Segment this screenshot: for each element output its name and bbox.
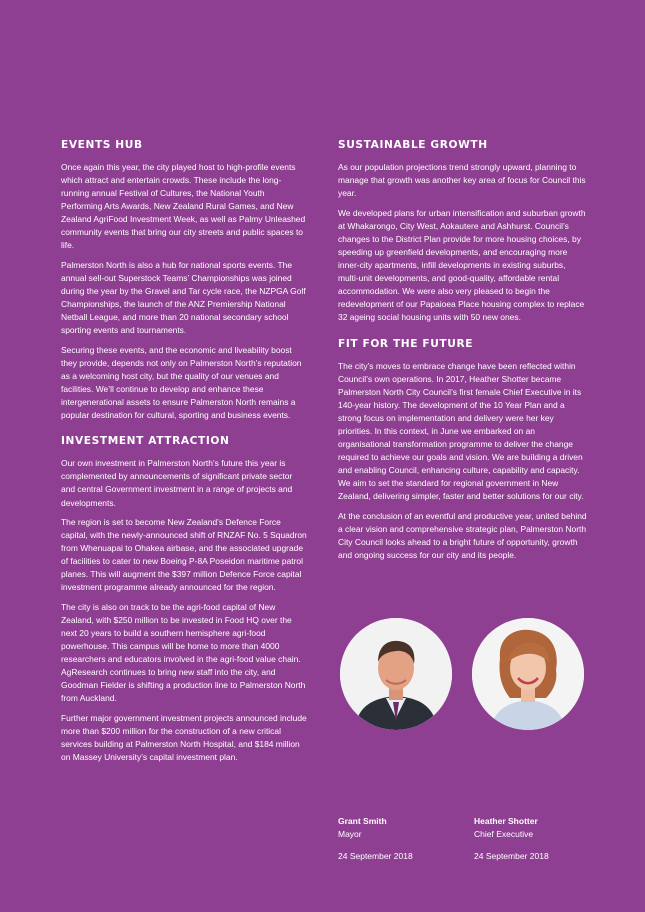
investment-attraction-heading: INVESTMENT ATTRACTION bbox=[61, 435, 230, 448]
investment-paragraph: Our own investment in Palmerston North’s future this year is complemented by announcements of significant private sector and central Government investment in a range of projects and developments. bbox=[61, 458, 293, 508]
chief-executive-portrait bbox=[472, 618, 584, 730]
signatory-date: 24 September 2018 bbox=[474, 851, 549, 861]
events-hub-paragraph: Securing these events, and the economic and liveability boost they provide, depends not only on Palmerston North’s reputation as a welcoming host city, but the quality of our venues and facilities. We’ll continue to develop and enhance these intergenerational assets to ensure Palmerston North remains a popular destination for cultural, sporting and business events. bbox=[61, 344, 302, 420]
chief-executive-portrait-image bbox=[472, 618, 584, 730]
events-hub-heading: EVENTS HUB bbox=[61, 139, 143, 151]
signatory-name: Grant Smith bbox=[338, 816, 387, 826]
future-paragraph: At the conclusion of an eventful and productive year, united behind a clear vision and comprehensive strategic plan, Palmerston North City Council looks ahead to a bright future of opportunity, growth and ongoing success for our city and its people. bbox=[338, 510, 587, 560]
events-hub-paragraph: Once again this year, the city played host to high-profile events which attract and entertain crowds. These include the long-running annual Festival of Cultures, the National Youth Performing Arts Awards, New Zealand Rural Games, and New Zealand AgriFood Investment Week, as well as Palmy Unleashed community events that bring our city streets and public spaces to life. bbox=[61, 162, 306, 251]
fit-for-future-heading: FIT FOR THE FUTURE bbox=[338, 337, 474, 350]
signatory-name: Heather Shotter bbox=[474, 816, 538, 826]
future-paragraph: The city’s moves to embrace change have been reflected within Council’s own operations. In 2017, Heather Shotter became Palmerston North City Council’s first female Chief Executive in its 140-year history. The development of the 10 Year Plan and a strong focus on implementation and delivery were her key priorities. In this context, in June we embarked on an organisational transformation programme to deliver the change required to achieve our goals and vision. We are building a driven and enabling Council, enhancing culture, capability and capacity. We aim to set the standard for regional government in New Zealand, delivering simpler, faster and better solutions for our city. bbox=[338, 360, 584, 502]
investment-paragraph: Further major government investment projects announced include more than $200 million for the construction of a new critical services building at Palmerston North Hospital, and $184 million on Massey University’s capital investment plan. bbox=[61, 712, 307, 762]
mayor-portrait bbox=[340, 618, 452, 730]
signatory-date: 24 September 2018 bbox=[338, 851, 413, 861]
investment-paragraph: The region is set to become New Zealand’s Defence Force capital, with the newly-announced shift of RNZAF No. 5 Squadron from Whenuapai to Ohakea airbase, and the associated upgrade of facilities to cater to new Boeing P-8A Poseidon maritime patrol planes. This will augment the $397 million Defence Force capital investment programme already announced for the region. bbox=[61, 517, 307, 593]
events-hub-paragraph: Palmerston North is also a hub for national sports events. The annual sell-out Superstock Teams’ Championships was joined during the year by the Gravel and Tar cycle race, the NZPGA Golf Championships, the launch of the ANZ Premiership National Netball League, and more than 20 national secondary school sporting events and tournaments. bbox=[61, 259, 306, 336]
left-column bbox=[61, 138, 307, 770]
signatory-title: Mayor bbox=[338, 829, 362, 839]
portrait-photos bbox=[340, 618, 586, 734]
right-column bbox=[338, 138, 588, 568]
investment-paragraph: The city is also on track to be the agri-food capital of New Zealand, with $250 million to be invested in Food HQ over the next 20 years to build a southern hemisphere agri-food powerhouse. This campus will be home to more than 4000 researchers and educators involved in the agri-food value chain. AgResearch continues to bring new staff into the city, and Goodman Fielder is shifting a production line to Palmerston North from Auckland. bbox=[61, 601, 306, 704]
chief-executive-signature-block bbox=[474, 815, 549, 863]
sustainable-growth-heading: SUSTAINABLE GROWTH bbox=[338, 139, 488, 151]
sustainable-paragraph: We developed plans for urban intensification and suburban growth at Whakarongo, City West, Aokautere and Ashhurst. Council’s changes to the District Plan provide for more housing choices, by speeding up greenfield developments, and encouraging more inner-city apartments, infill developments in existing suburbs, multi-unit developments, and good-quality, affordable rental accommodation. We were also very pleased to begin the redevelopment of our Papaioea Place housing complex to replace 32 ageing social housing units with 50 new ones. bbox=[338, 207, 586, 323]
sustainable-paragraph: As our population projections trend strongly upward, planning to manage that growth was another key area of focus for Council this year. bbox=[338, 162, 586, 199]
signatory-title: Chief Executive bbox=[474, 829, 534, 839]
mayor-portrait-image bbox=[340, 618, 452, 730]
mayor-signature-block bbox=[338, 815, 413, 863]
